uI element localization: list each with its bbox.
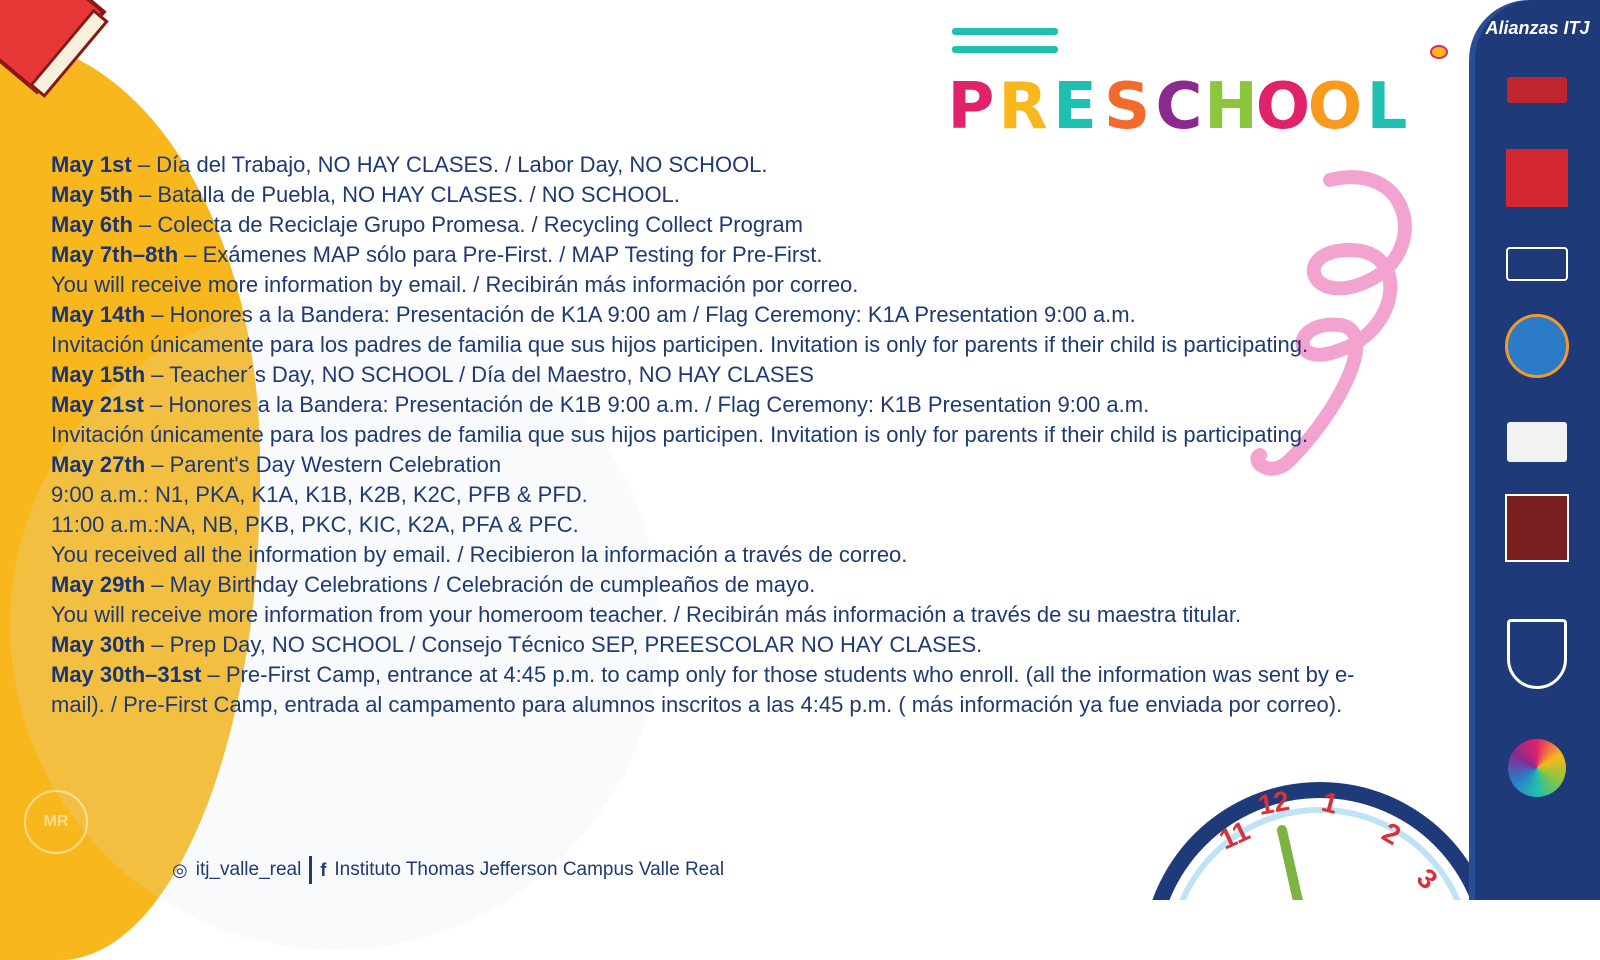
facebook-page[interactable]: Instituto Thomas Jefferson Campus Valle Real	[334, 859, 725, 880]
schedule-line	[51, 450, 1451, 480]
schedule-line	[51, 300, 1451, 330]
title-letter: H	[1204, 70, 1258, 144]
schedule-line	[51, 510, 1451, 540]
schedule-text: – Honores a la Bandera: Presentación de K1B 9:00 a.m. / Flag Ceremony: K1B Presentation 9:00 a.m.	[143, 392, 1150, 417]
aaie-logo	[1505, 314, 1569, 378]
schedule-text: – Teacher´s Day, NO SCHOOL / Día del Maestro, NO HAY CLASES	[145, 362, 814, 387]
schedule-line	[51, 570, 1451, 600]
title-letter: S	[1103, 70, 1151, 144]
schedule-date: May 7th–8th	[51, 242, 179, 267]
schedule-text: 9:00 a.m.: N1, PKA, K1A, K1B, K2B, K2C, PFB & PFD.	[51, 482, 588, 507]
schedule-text: – Pre-First Camp, entrance at 4:45 p.m. to camp only for those students who enroll. (all the information was sent by e-mail). / Pre-First Camp, entrada al campamento para alumnos inscritos a las 4:45 p.m. ( más información ya fue enviada por correo).	[51, 662, 1355, 717]
johns-hopkins-logo	[1505, 232, 1569, 296]
clock-number: 1	[1318, 785, 1342, 820]
schedule-line	[51, 330, 1451, 360]
schedule-date: May 6th	[51, 212, 133, 237]
title-letter: C	[1155, 70, 1203, 144]
neasc-logo	[1505, 146, 1569, 210]
schedule-date: May 30th	[51, 632, 146, 657]
schedule-text: You received all the information by email. / Recibieron la información a través de correo.	[51, 542, 908, 567]
schedule-line	[51, 390, 1451, 420]
clock-number: 12	[1255, 784, 1292, 821]
schedule-date: May 15th	[51, 362, 146, 387]
title-letter: E	[1053, 70, 1097, 144]
tri-association-logo	[1505, 496, 1569, 560]
schedule-line	[51, 630, 1451, 660]
bee-icon	[1425, 38, 1455, 68]
schedule-line	[51, 660, 1381, 720]
alliances-sidebar	[1475, 0, 1600, 900]
schedule-text: Invitación únicamente para los padres de familia que sus hijos participen. Invitation is only for parents if their child is participating.	[51, 332, 1309, 357]
schedule-line	[51, 540, 1451, 570]
title-letter: P	[947, 70, 995, 144]
footer-divider	[309, 856, 312, 884]
title-letter: L	[1366, 70, 1408, 144]
schedule-text: – Colecta de Reciclaje Grupo Promesa. / Recycling Collect Program	[132, 212, 803, 237]
schedule-text: Invitación únicamente para los padres de familia que sus hijos participen. Invitation is only for parents if their child is participating.	[51, 422, 1309, 447]
schedule-text: You will receive more information from your homeroom teacher. / Recibirán más información a través de su maestra titular.	[51, 602, 1242, 627]
title-letter: O	[1307, 70, 1363, 144]
clock-number: 2	[1377, 816, 1406, 851]
schedule-line	[51, 600, 1451, 630]
schedule-line	[51, 240, 1451, 270]
schedule-date: May 29th	[51, 572, 146, 597]
preschool-title	[945, 52, 1413, 142]
rainbow-flower-logo	[1505, 736, 1569, 800]
schedule-text: – Parent's Day Western Celebration	[145, 452, 502, 477]
asomex-logo	[1505, 58, 1569, 122]
schedule-line	[51, 420, 1451, 450]
schedule-date: May 14th	[51, 302, 146, 327]
schedule-line	[51, 150, 1451, 180]
instagram-icon: ◎	[172, 859, 188, 880]
schedule-text: 11:00 a.m.:NA, NB, PKB, PKC, KIC, K2A, PFA & PFC.	[51, 512, 579, 537]
schedule-text: – Batalla de Puebla, NO HAY CLASES. / NO SCHOOL.	[132, 182, 680, 207]
title-letter: O	[1255, 70, 1311, 144]
schedule-text: You will receive more information by email. / Recibirán más información por correo.	[51, 272, 859, 297]
footer-social	[172, 856, 724, 884]
schedule-date: May 27th	[51, 452, 146, 477]
schedule-text: – May Birthday Celebrations / Celebración de cumpleaños de mayo.	[145, 572, 816, 597]
nhs-logo	[1505, 622, 1569, 686]
title-letter: R	[998, 70, 1048, 144]
schedule-date: May 5th	[51, 182, 133, 207]
schedule-line	[51, 480, 1451, 510]
schedule-line	[51, 270, 1451, 300]
schedule-line	[51, 360, 1451, 390]
instagram-handle[interactable]: itj_valle_real	[195, 859, 302, 880]
schedule-date: May 1st	[51, 152, 132, 177]
schedule-text: – Prep Day, NO SCHOOL / Consejo Técnico SEP, PREESCOLAR NO HAY CLASES.	[145, 632, 983, 657]
clock-number: 11	[1214, 814, 1255, 856]
schedule-date: May 21st	[51, 392, 144, 417]
clock-number: 3	[1410, 862, 1444, 896]
schedule-text: – Exámenes MAP sólo para Pre-First. / MAP Testing for Pre-First.	[178, 242, 823, 267]
educacion-logo	[1505, 410, 1569, 474]
sidebar-title: Alianzas ITJ	[1485, 18, 1590, 38]
schedule-line	[51, 180, 1451, 210]
schedule-text: – Honores a la Bandera: Presentación de K1A 9:00 am / Flag Ceremony: K1A Presentation 9:00 a.m.	[145, 302, 1136, 327]
schedule-text: – Día del Trabajo, NO HAY CLASES. / Labor Day, NO SCHOOL.	[131, 152, 768, 177]
mr-badge: MR	[24, 790, 88, 854]
schedule-line	[51, 210, 1451, 240]
facebook-icon: f	[320, 859, 327, 880]
clock-graphic	[1150, 770, 1490, 900]
schedule-date: May 30th–31st	[51, 662, 202, 687]
may-schedule	[51, 150, 1451, 720]
